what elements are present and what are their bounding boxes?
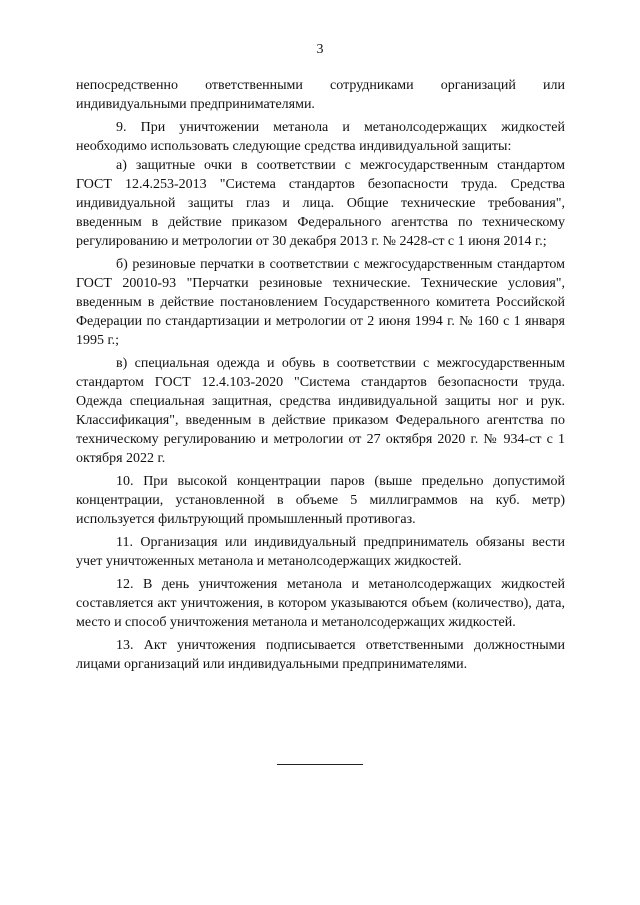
document-body	[76, 76, 565, 674]
end-of-document-line	[277, 764, 363, 765]
paragraph-item-11: 11. Организация или индивидуальный предприниматель обязаны вести учет уничтоженных метанола и метанолсодержащих жидкостей.	[76, 535, 565, 569]
paragraph-item-13: 13. Акт уничтожения подписывается ответственными должностными лицами организаций или индивидуальными предпринимателями.	[76, 638, 565, 672]
paragraph-item-12: 12. В день уничтожения метанола и метанолсодержащих жидкостей составляется акт уничтожения, в котором указываются объем (количество), дата, место и способ уничтожения метанола и метанолсодержащих жидкостей.	[76, 577, 565, 630]
paragraph-item-9c: в) специальная одежда и обувь в соответствии с межгосударственным стандартом ГОСТ 12.4.103-2020 "Система стандартов безопасности труда. Одежда специальная защитная, средства индивидуальной защиты ног и рук. Классификация", введенным в действие приказом Федерального агентства по техническому регулированию и метрологии от 27 октября 2020 г. № 934-ст с 1 октября 2022 г.	[76, 356, 565, 466]
paragraph-item-9: 9. При уничтожении метанола и метанолсодержащих жидкостей необходимо использовать следующие средства индивидуальной защиты:	[76, 120, 565, 154]
paragraph-item-10: 10. При высокой концентрации паров (выше предельно допустимой концентрации, установленной в объеме 5 миллиграммов на куб. метр) используется фильтрующий промышленный противогаз.	[76, 474, 565, 527]
paragraph-item-9b: б) резиновые перчатки в соответствии с межгосударственным стандартом ГОСТ 20010-93 "Перчатки резиновые технические. Технические условия", введенным в действие постановлением Государственного комитета Российской Федерации по стандартизации и метрологии от 2 июня 1994 г. № 160 с 1 января 1995 г.;	[76, 257, 565, 348]
paragraph-item-9a: а) защитные очки в соответствии с межгосударственным стандартом ГОСТ 12.4.253-2013 "Система стандартов безопасности труда. Средства индивидуальной защиты глаз и лица. Общие технические требования", введенным в действие приказом Федерального агентства по техническому регулированию и метрологии от 30 декабря 2013 г. № 2428-ст с 1 июня 2014 г.;	[76, 158, 565, 249]
paragraph-continuation: непосредственно ответственными сотрудниками организаций или индивидуальными предпринимателями.	[76, 78, 565, 112]
page-number: 3	[316, 42, 324, 57]
